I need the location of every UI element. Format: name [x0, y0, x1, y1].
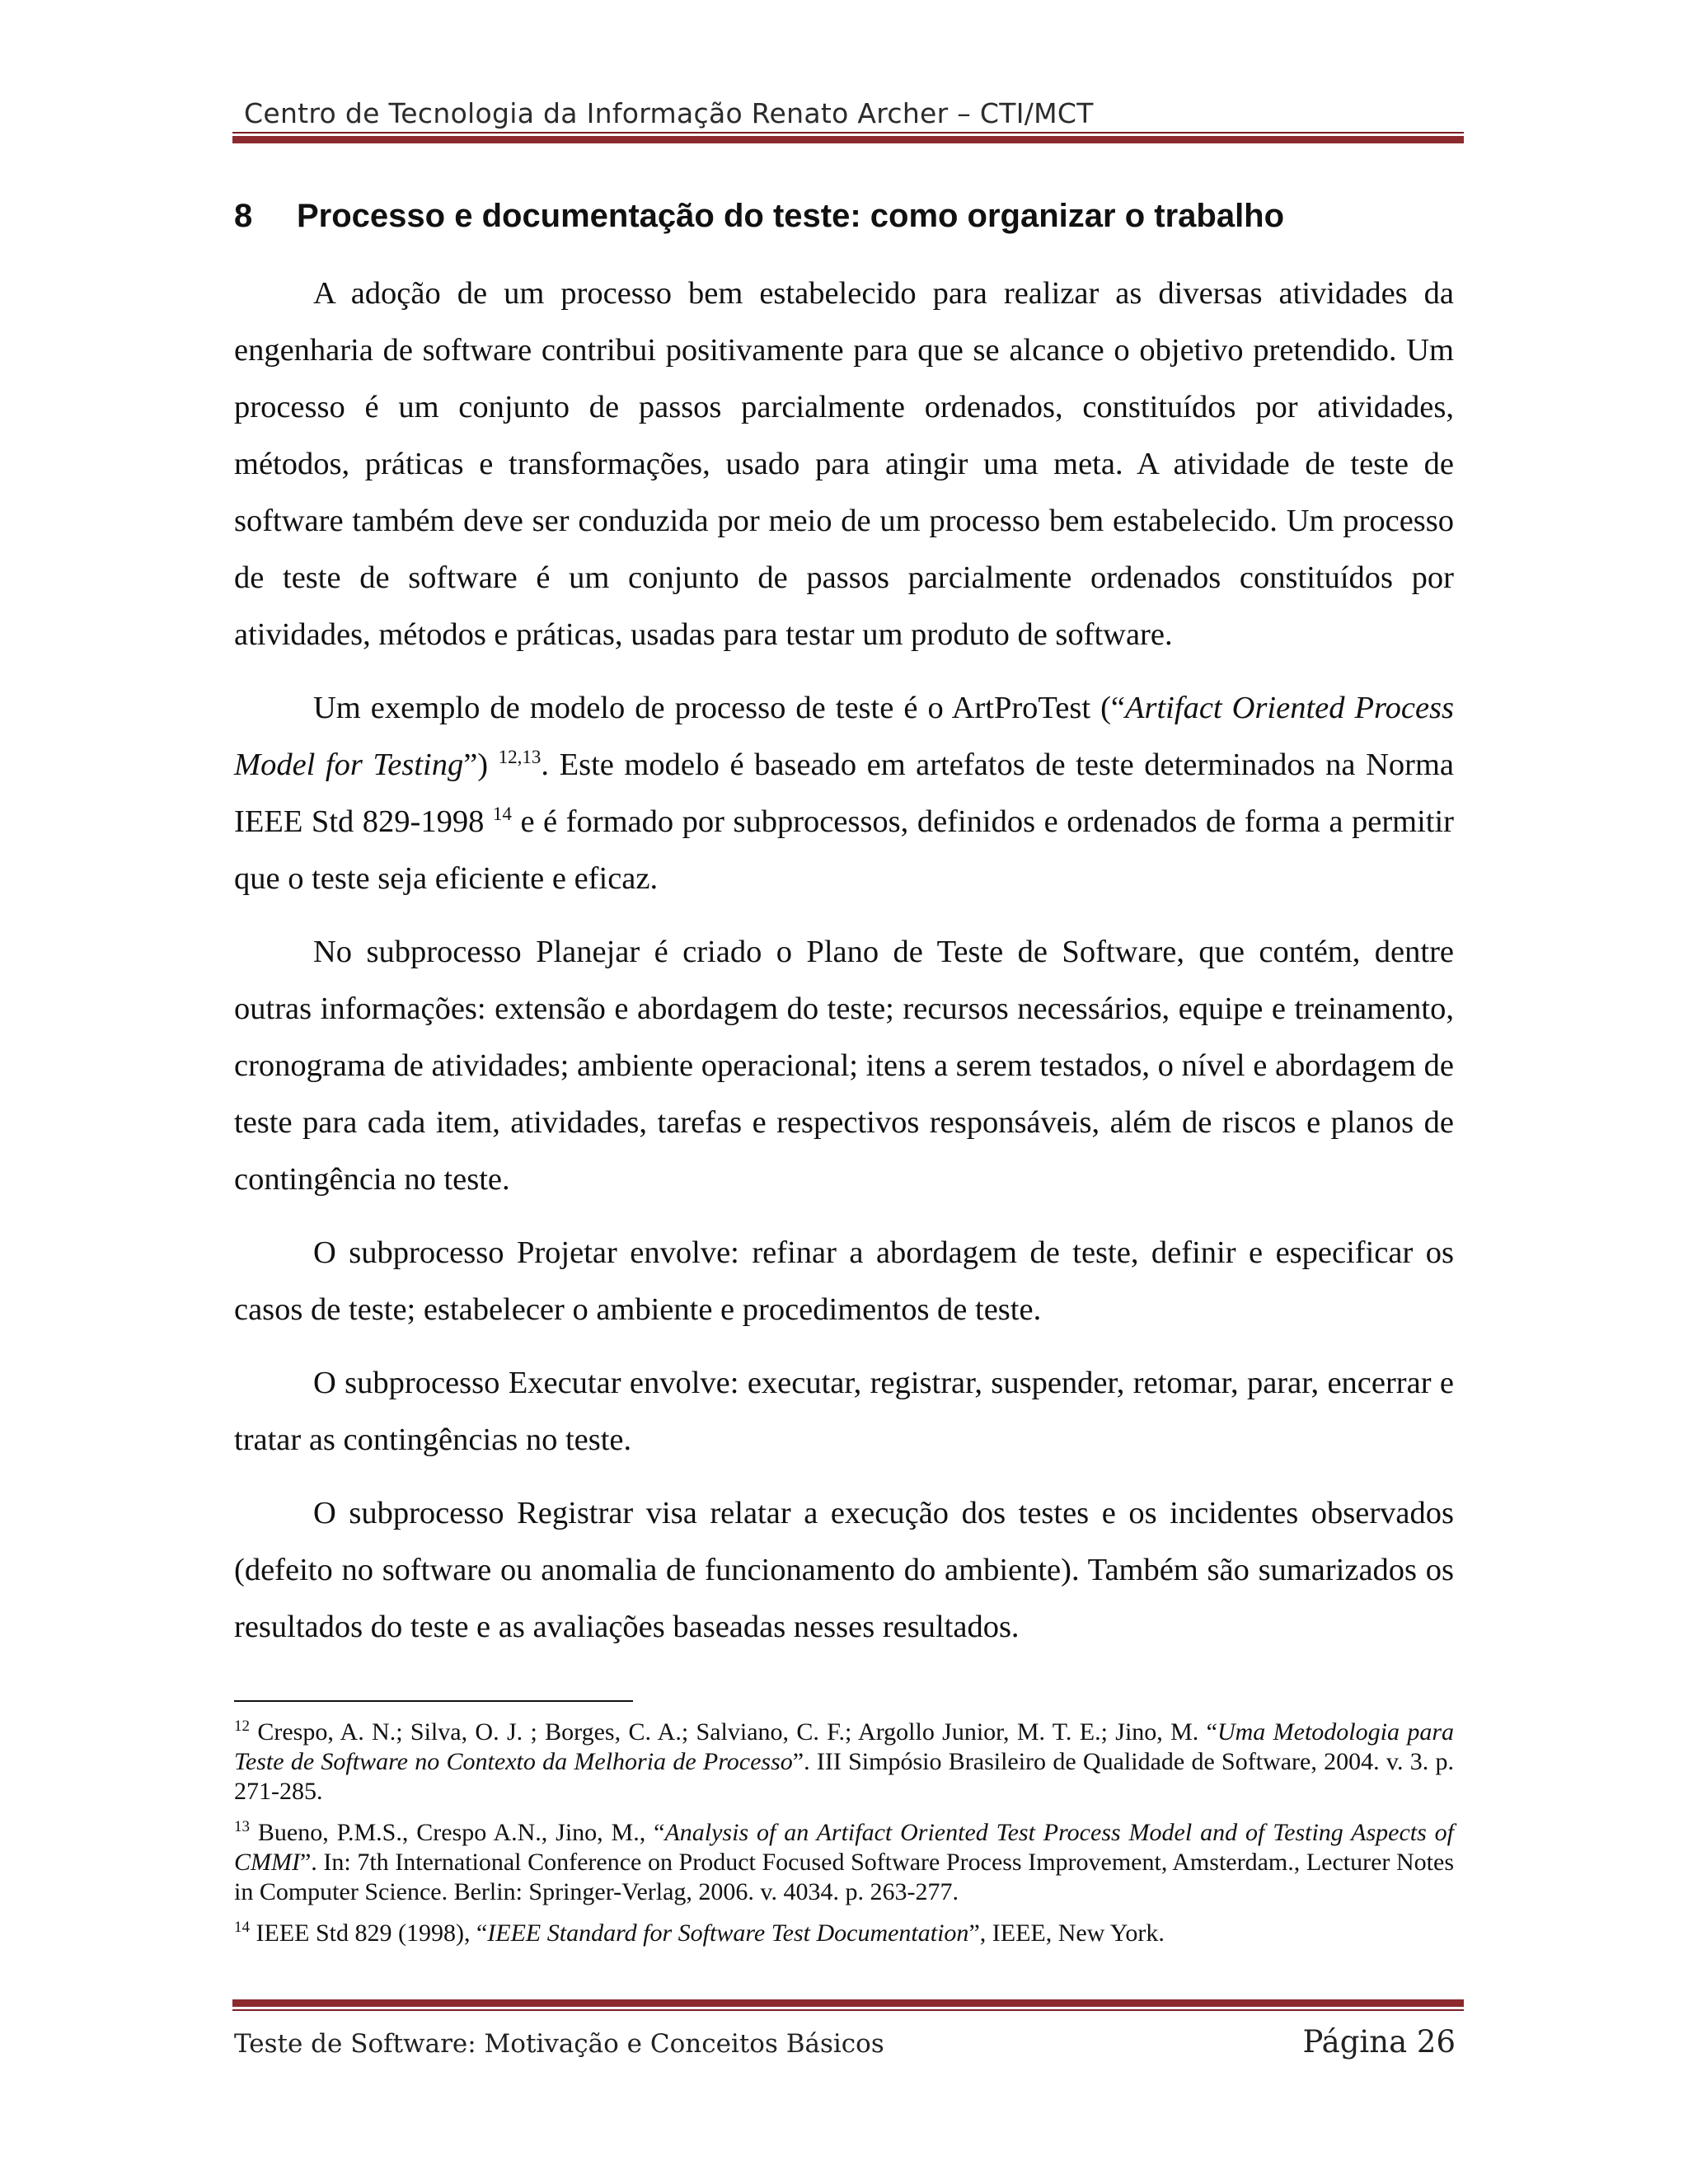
section-number: 8	[234, 198, 253, 234]
header-rule-thick	[232, 136, 1464, 143]
footnote-mark: 12	[234, 1718, 250, 1735]
footnote-12	[234, 1718, 1454, 1807]
running-header: Centro de Tecnologia da Informação Renato Archer – CTI/MCT	[244, 97, 1094, 129]
section-heading	[234, 198, 1470, 235]
footnote-title: IEEE Standard for Software Test Documentation	[487, 1919, 969, 1947]
section-title: Processo e documentação do teste: como organizar o trabalho	[297, 198, 1285, 234]
paragraph-6: O subprocesso Registrar visa relatar a execução dos testes e os incidentes observados (defeito no software ou anomalia de funcionamento do ambiente). Também são sumarizados os resultados do teste e as avaliações baseadas nesses resultados.	[234, 1496, 1454, 1644]
footnote-text: ”. In: 7th International Conference on Product Focused Software Process Improvement, Amsterdam., Lecturer Notes in Computer Science. Berlin: Springer-Verlag, 2006. v. 4034. p. 263-277.	[234, 1849, 1454, 1905]
footnote-text: Bueno, P.M.S., Crespo A.N., Jino, M., “	[250, 1819, 665, 1846]
footer-rule-thin	[232, 2009, 1464, 2011]
footnote-text: ”. III Simpósio Brasileiro de Qualidade de Software, 2004. v. 3. p. 271-285.	[234, 1748, 1454, 1805]
p2-text-a: Um exemplo de modelo de processo de teste é o ArtProTest (“	[313, 691, 1125, 725]
footnote-title: Uma Metodologia para Teste de Software no Contexto da Melhoria de Processo	[234, 1718, 1454, 1775]
footnotes	[234, 1718, 1454, 1960]
paragraph-4: O subprocesso Projetar envolve: refinar a abordagem de teste, definir e especificar os casos de teste; estabelecer o ambiente e procedimentos de teste.	[234, 1235, 1454, 1327]
paragraph-3: No subprocesso Planejar é criado o Plano de Teste de Software, que contém, dentre outras informações: extensão e abordagem do teste; recursos necessários, equipe e treinamento, cronograma de atividades; ambiente operacional; itens a serem testados, o nível e abordagem de teste para cada item, atividades, tarefas e respectivos responsáveis, além de riscos e planos de contingência no teste.	[234, 935, 1454, 1197]
p2-text-b: ”)	[463, 748, 499, 782]
p2-text-d: e é formado por subprocessos, definidos e ordenados de forma a permitir que o teste seja eficiente e eficaz.	[234, 804, 1454, 896]
footer-rule-thick	[232, 1999, 1464, 2007]
running-footer-title: Teste de Software: Motivação e Conceitos Básicos	[234, 2029, 884, 2059]
paragraph-5: O subprocesso Executar envolve: executar, registrar, suspender, retomar, parar, encerrar e tratar as contingências no teste.	[234, 1366, 1454, 1457]
body-text	[234, 265, 1454, 1672]
paragraph-1: A adoção de um processo bem estabelecido para realizar as diversas atividades da engenharia de software contribui positivamente para que se alcance o objetivo pretendido. Um processo é um conjunto de passos parcialmente ordenados, constituídos por atividades, métodos, práticas e transformações, usado para atingir uma meta. A atividade de teste de software também deve ser conduzida por meio de um processo bem estabelecido. Um processo de teste de software é um conjunto de passos parcialmente ordenados constituídos por atividades, métodos e práticas, usadas para testar um produto de software.	[234, 276, 1454, 652]
footnote-mark: 14	[234, 1919, 250, 1936]
footnote-separator	[234, 1700, 633, 1702]
footnote-13	[234, 1818, 1454, 1907]
p2-italic-title: Artifact Oriented Process Model for Testing	[234, 691, 1454, 782]
footnote-ref-14: 14	[492, 804, 512, 825]
footnote-14	[234, 1919, 1454, 1948]
footnote-mark: 13	[234, 1818, 250, 1835]
footnote-text: ”, IEEE, New York.	[968, 1919, 1165, 1947]
footnote-title: Analysis of an Artifact Oriented Test Process Model and of Testing Aspects of CMMI	[234, 1819, 1455, 1876]
page-number: Página 26	[1302, 2024, 1456, 2060]
header-rule-thin	[232, 132, 1464, 134]
paragraph-2	[234, 680, 1454, 907]
footnote-ref-12-13: 12,13	[498, 747, 542, 768]
footnote-text: IEEE Std 829 (1998), “	[250, 1919, 488, 1947]
footnote-text: Crespo, A. N.; Silva, O. J. ; Borges, C. A.; Salviano, C. F.; Argollo Junior, M. T. E.; Jino, M. “	[250, 1718, 1217, 1746]
p2-text-c: . Este modelo é baseado em artefatos de teste determinados na Norma IEEE Std 829-1998	[234, 748, 1454, 839]
